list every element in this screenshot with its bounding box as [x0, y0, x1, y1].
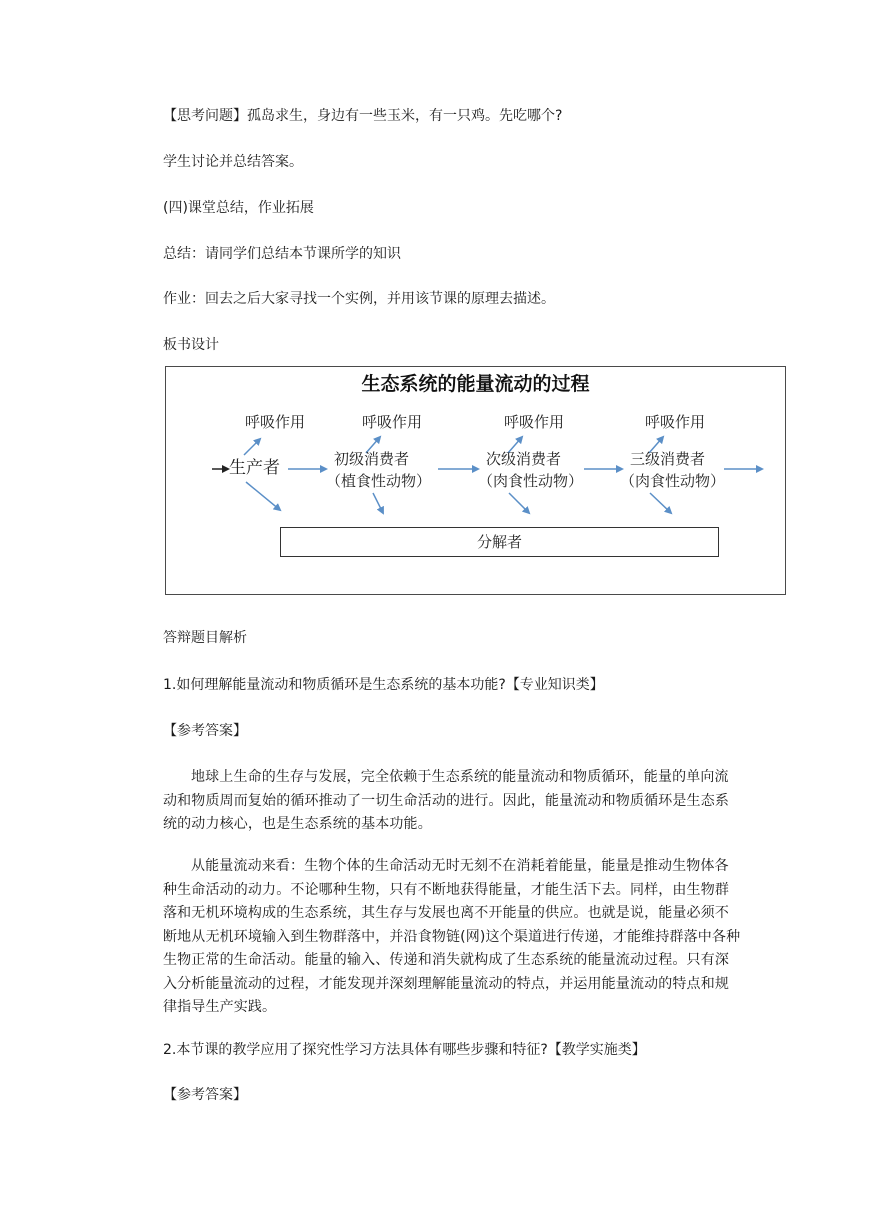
- decomposer-box: 分解者: [280, 527, 719, 557]
- producer-to-decomposer-arrow: [246, 482, 280, 510]
- answer-label-1: 【参考答案】: [163, 723, 247, 739]
- section-heading: (四)课堂总结，作业拓展: [163, 200, 314, 216]
- answer-label-2: 【参考答案】: [163, 1087, 247, 1103]
- secondary-to-decomposer-arrow: [509, 493, 529, 513]
- question-2: 2.本节课的教学应用了探究性学习方法具体有哪些步骤和特征?【教学实施类】: [163, 1042, 646, 1058]
- tertiary-consumer-label: 三级消费者: [630, 450, 706, 468]
- respiration-label-1: 呼吸作用: [245, 413, 306, 431]
- producer-respiration-arrow: [244, 439, 260, 455]
- board-design-heading: 板书设计: [163, 337, 219, 353]
- tertiary-to-decomposer-arrow: [650, 493, 671, 513]
- primary-to-decomposer-arrow: [373, 493, 383, 513]
- respiration-label-3: 呼吸作用: [504, 413, 565, 431]
- think-question: 【思考问题】孤岛求生，身边有一些玉米，有一只鸡。先吃哪个?: [163, 108, 563, 124]
- respiration-label-2: 呼吸作用: [362, 413, 423, 431]
- discuss-text: 学生讨论并总结答案。: [163, 154, 303, 170]
- respiration-label-4: 呼吸作用: [645, 413, 706, 431]
- homework-text: 作业：回去之后大家寻找一个实例，并用该节课的原理去描述。: [163, 291, 555, 307]
- energy-flow-diagram: [165, 366, 786, 595]
- summary-text: 总结：请同学们总结本节课所学的知识: [163, 246, 401, 262]
- producer-label: 生产者: [229, 458, 280, 478]
- tertiary-consumer-sub: （肉食性动物）: [620, 472, 726, 490]
- diagram-title: 生态系统的能量流动的过程: [361, 373, 590, 395]
- primary-consumer-label: 初级消费者: [334, 450, 410, 468]
- question-1: 1.如何理解能量流动和物质循环是生态系统的基本功能?【专业知识类】: [163, 677, 604, 693]
- secondary-consumer-label: 次级消费者: [486, 450, 562, 468]
- answer-paragraph-1: 地球上生命的生存与发展，完全依赖于生态系统的能量流动和物质循环，能量的单向流动和物质周而复始的循环推动了一切生命活动的进行。因此，能量流动和物质循环是生态系统的动力核心，也是生态系统的基本功能。: [163, 769, 729, 832]
- answer-paragraph-2: 从能量流动来看：生物个体的生命活动无时无刻不在消耗着能量，能量是推动生物体各种生命活动的动力。不论哪种生物，只有不断地获得能量，才能生活下去。同样，由生物群落和无机环境构成的生态系统，其生存与发展也离不开能量的供应。也就是说，能量必须不断地从无机环境输入到生物群落中，并沿食物链(网)这个渠道进行传递，才能维持群落中各种生物正常的生命活动。能量的输入、传递和消失就构成了生态系统的能量流动过程。只有深入分析能量流动的过程，才能发现并深刻理解能量流动的特点，并运用能量流动的特点和规律指导生产实践。: [163, 858, 741, 1015]
- secondary-consumer-sub: （肉食性动物）: [478, 472, 584, 490]
- primary-consumer-sub: （植食性动物）: [326, 472, 432, 490]
- defense-analysis-heading: 答辩题目解析: [163, 630, 247, 646]
